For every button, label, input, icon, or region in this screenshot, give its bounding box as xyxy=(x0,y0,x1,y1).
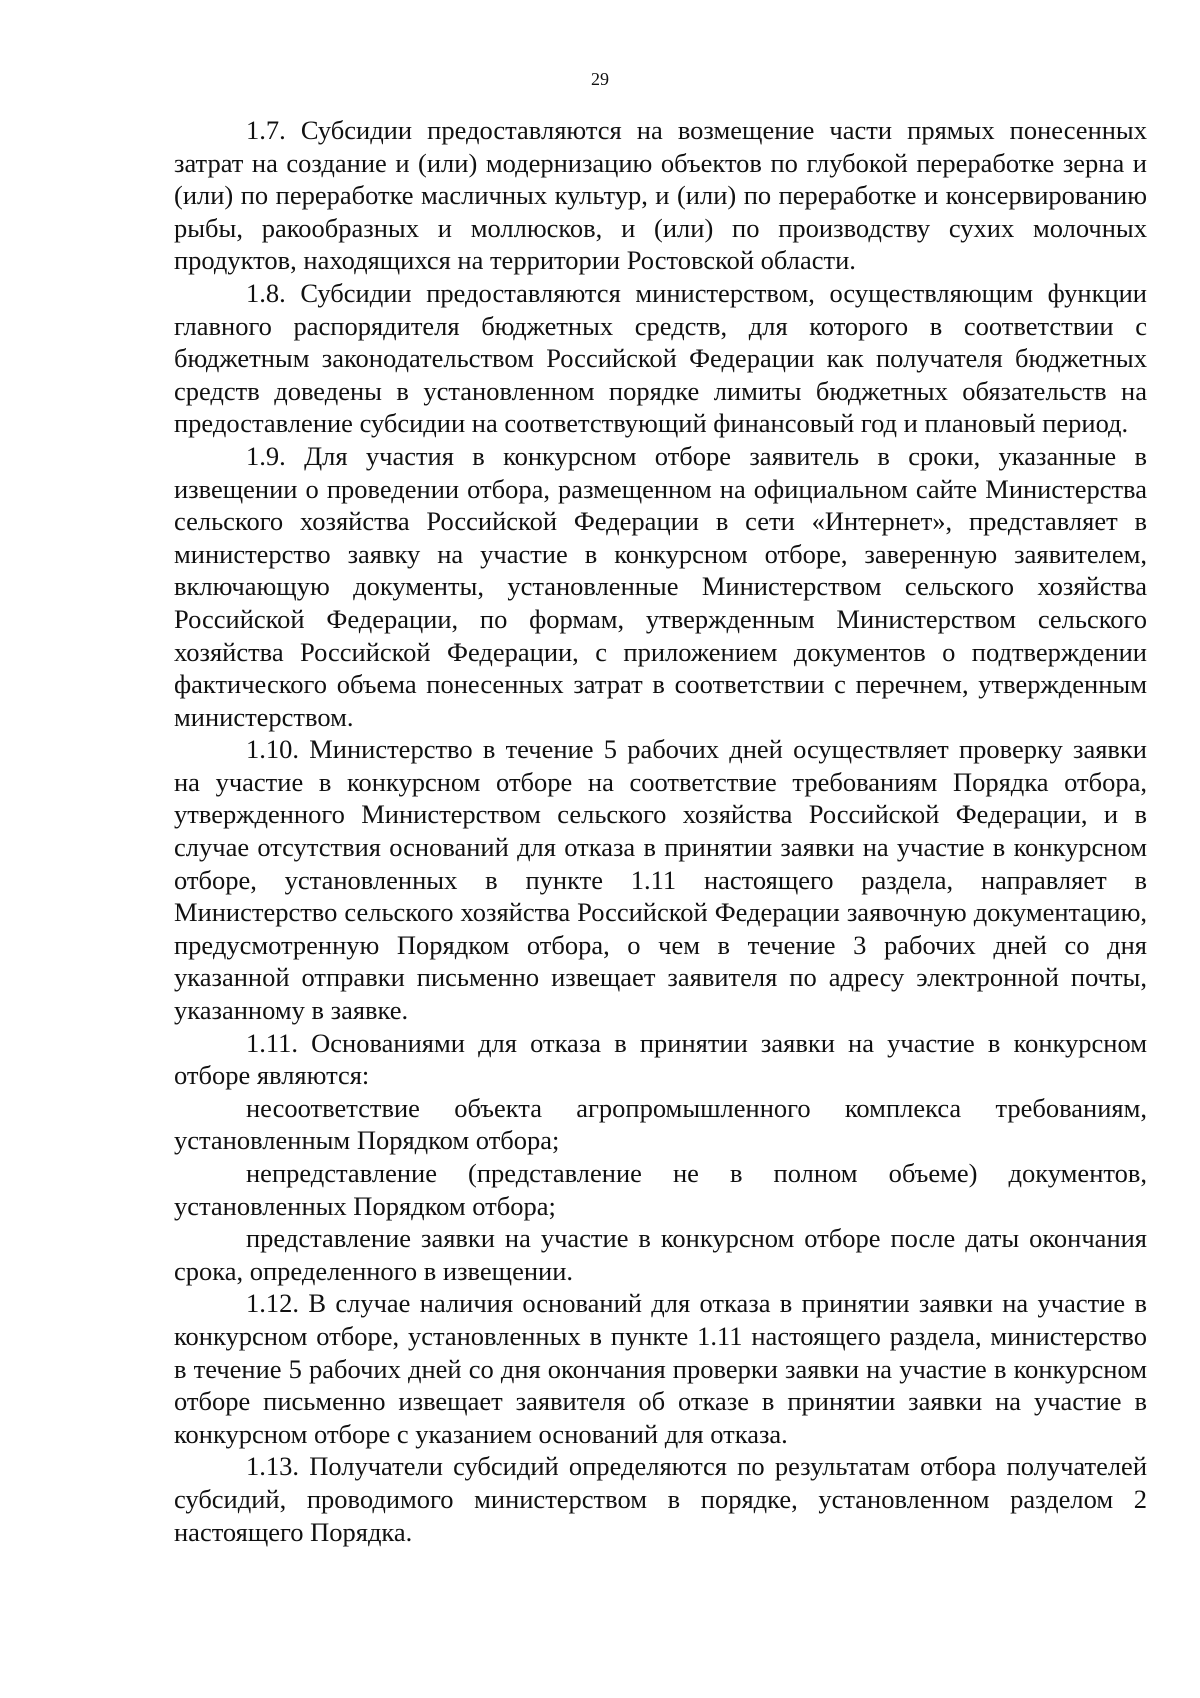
paragraph-1-13: 1.13. Получатели субсидий определяются по результатам отбора получателей субсидий, проводимого министерством в порядке, установленном разделом 2 настоящего Порядка. xyxy=(174,1451,1147,1547)
paragraph-1-9: 1.9. Для участия в конкурсном отборе заявитель в сроки, указанные в извещении о проведении отбора, размещенном на официальном сайте Министерства сельского хозяйства Российской Федерации в сети «Интернет», представляет в министерство заявку на участие в конкурсном отборе, заверенную заявителем, включающую документы, установленные Министерством сельского хозяйства Российской Федерации, по формам, утвержденным Министерством сельского хозяйства Российской Федерации, с приложением документов о подтверждении фактического объема понесенных затрат в соответствии с перечнем, утвержденным министерством. xyxy=(174,440,1147,732)
list-item-ground-3: представление заявки на участие в конкурсном отборе после даты окончания срока, определенного в извещении. xyxy=(174,1223,1147,1286)
paragraph-1-8: 1.8. Субсидии предоставляются министерством, осуществляющим функции главного распорядителя бюджетных средств, для которого в соответствии с бюджетным законодательством Российской Федерации как получателя бюджетных средств доведены в установленном порядке лимиты бюджетных обязательств на предоставление субсидии на соответствующий финансовый год и плановый период. xyxy=(174,277,1147,439)
paragraph-1-10: 1.10. Министерство в течение 5 рабочих дней осуществляет проверку заявки на участие в конкурсном отборе на соответствие требованиям Порядка отбора, утвержденного Министерством сельского хозяйства Российской Федерации, и в случае отсутствия оснований для отказа в принятии заявки на участие в конкурсном отборе, установленных в пункте 1.11 настоящего раздела, направляет в Министерство сельского хозяйства Российской Федерации заявочную документацию, предусмотренную Порядком отбора, о чем в течение 3 рабочих дней со дня указанной отправки письменно извещает заявителя по адресу электронной почты, указанному в заявке. xyxy=(174,734,1147,1026)
list-item-ground-2: непредставление (представление не в полном объеме) документов, установленных Порядком отбора; xyxy=(174,1158,1147,1221)
paragraph-1-12: 1.12. В случае наличия оснований для отказа в принятии заявки на участие в конкурсном отборе, установленных в пункте 1.11 настоящего раздела, министерство в течение 5 рабочих дней со дня окончания проверки заявки на участие в конкурсном отборе письменно извещает заявителя об отказе в принятии заявки на участие в конкурсном отборе с указанием оснований для отказа. xyxy=(174,1288,1147,1449)
page-number: 29 xyxy=(591,69,609,89)
paragraph-1-11: 1.11. Основаниями для отказа в принятии заявки на участие в конкурсном отборе являются: xyxy=(174,1027,1147,1091)
list-item-ground-1: несоответствие объекта агропромышленного комплекса требованиям, установленным Порядком отбора; xyxy=(174,1092,1147,1156)
paragraph-1-7: 1.7. Субсидии предоставляются на возмещение части прямых понесенных затрат на создание и (или) модернизацию объектов по глубокой переработке зерна и (или) по переработке масличных культур, и (или) по переработке и консервированию рыбы, ракообразных и моллюсков, и (или) по производству сухих молочных продуктов, находящихся на территории Ростовской области. xyxy=(174,115,1147,276)
document-body xyxy=(174,114,1147,1548)
